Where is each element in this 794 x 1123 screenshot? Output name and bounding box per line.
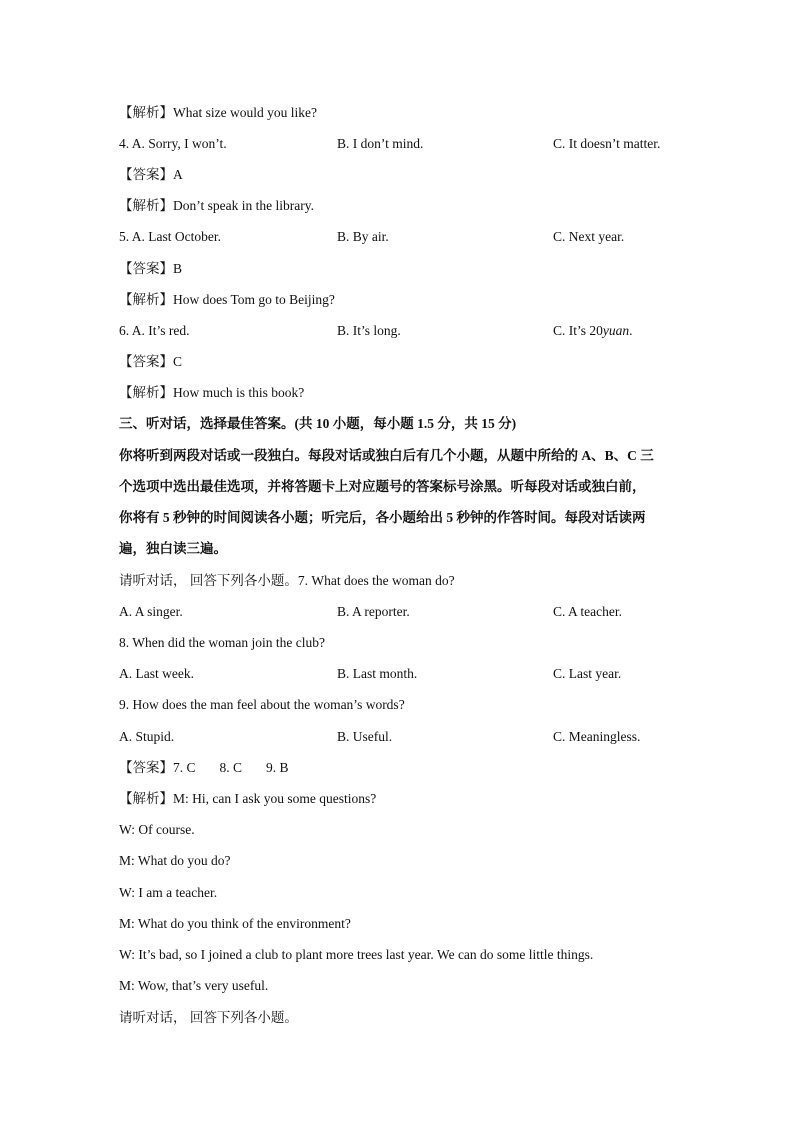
q6-option-c-suffix: .	[629, 323, 633, 338]
instruction-line: 你将有 5 秒钟的时间阅读各小题；听完后，各小题给出 5 秒钟的作答时间。每段对话读两	[119, 510, 646, 525]
analysis-line: 【解析】What size would you like?	[119, 105, 317, 120]
q9-option-b: B. Useful.	[337, 729, 393, 744]
question-9: 9. How does the man feel about the woman’s words?	[119, 697, 405, 712]
answer-8: 8. C	[219, 760, 243, 775]
dialogue-line: M: What do you do?	[119, 853, 231, 868]
answer-line: 【答案】A	[119, 167, 183, 182]
q5-option-a: 5. A. Last October.	[119, 229, 221, 244]
q7-option-a: A. A singer.	[119, 604, 183, 619]
q4-option-c: C. It doesn’t matter.	[553, 136, 661, 151]
q9-option-a: A. Stupid.	[119, 729, 175, 744]
dialogue-line: W: Of course.	[119, 822, 195, 837]
q7-option-c: C. A teacher.	[553, 604, 622, 619]
instruction-line: 遍，独白读三遍。	[119, 541, 227, 556]
q6-option-c-prefix: C. It’s 20	[553, 323, 603, 338]
q8-option-b: B. Last month.	[337, 666, 418, 681]
answer-9: 9. B	[266, 760, 289, 775]
q9-option-c: C. Meaningless.	[553, 729, 641, 744]
answer-line-7-9	[119, 759, 289, 777]
answer-line: 【答案】B	[119, 261, 183, 276]
section-title: 三、听对话，选择最佳答案。(共 10 小题，每小题 1.5 分，共 15 分)	[119, 416, 517, 431]
analysis-line: 【解析】How does Tom go to Beijing?	[119, 292, 335, 307]
q6-option-b: B. It’s long.	[337, 323, 401, 338]
dialogue-line: W: It’s bad, so I joined a club to plant more trees last year. We can do some little things.	[119, 947, 594, 962]
q4-option-a: 4. A. Sorry, I won’t.	[119, 136, 227, 151]
q5-option-b: B. By air.	[337, 229, 389, 244]
q8-option-a: A. Last week.	[119, 666, 194, 681]
instruction-line: 你将听到两段对话或一段独白。每段对话或独白后有几个小题，从题中所给的 A、B、C 三	[119, 448, 654, 463]
dialogue-line: W: I am a teacher.	[119, 885, 218, 900]
q7-option-b: B. A reporter.	[337, 604, 410, 619]
answer-7: 【答案】7. C	[119, 760, 196, 775]
q6-option-c	[553, 322, 633, 340]
listen-instruction: 请听对话， 回答下列各小题。	[119, 1010, 298, 1025]
analysis-line: 【解析】How much is this book?	[119, 385, 305, 400]
question-8: 8. When did the woman join the club?	[119, 635, 325, 650]
q6-option-a: 6. A. It’s red.	[119, 323, 190, 338]
q6-option-c-italic: yuan	[602, 323, 630, 338]
instruction-line: 个选项中选出最佳选项，并将答题卡上对应题号的答案标号涂黑。听每段对话或独白前，	[119, 479, 646, 494]
question-7: 请听对话， 回答下列各小题。7. What does the woman do?	[119, 573, 455, 588]
dialogue-line: M: Wow, that’s very useful.	[119, 978, 269, 993]
analysis-line: 【解析】Don’t speak in the library.	[119, 198, 314, 213]
answer-line: 【答案】C	[119, 354, 183, 369]
dialogue-line: M: What do you think of the environment?	[119, 916, 351, 931]
q4-option-b: B. I don’t mind.	[337, 136, 424, 151]
q5-option-c: C. Next year.	[553, 229, 625, 244]
q8-option-c: C. Last year.	[553, 666, 622, 681]
dialogue-line: 【解析】M: Hi, can I ask you some questions?	[119, 791, 377, 806]
